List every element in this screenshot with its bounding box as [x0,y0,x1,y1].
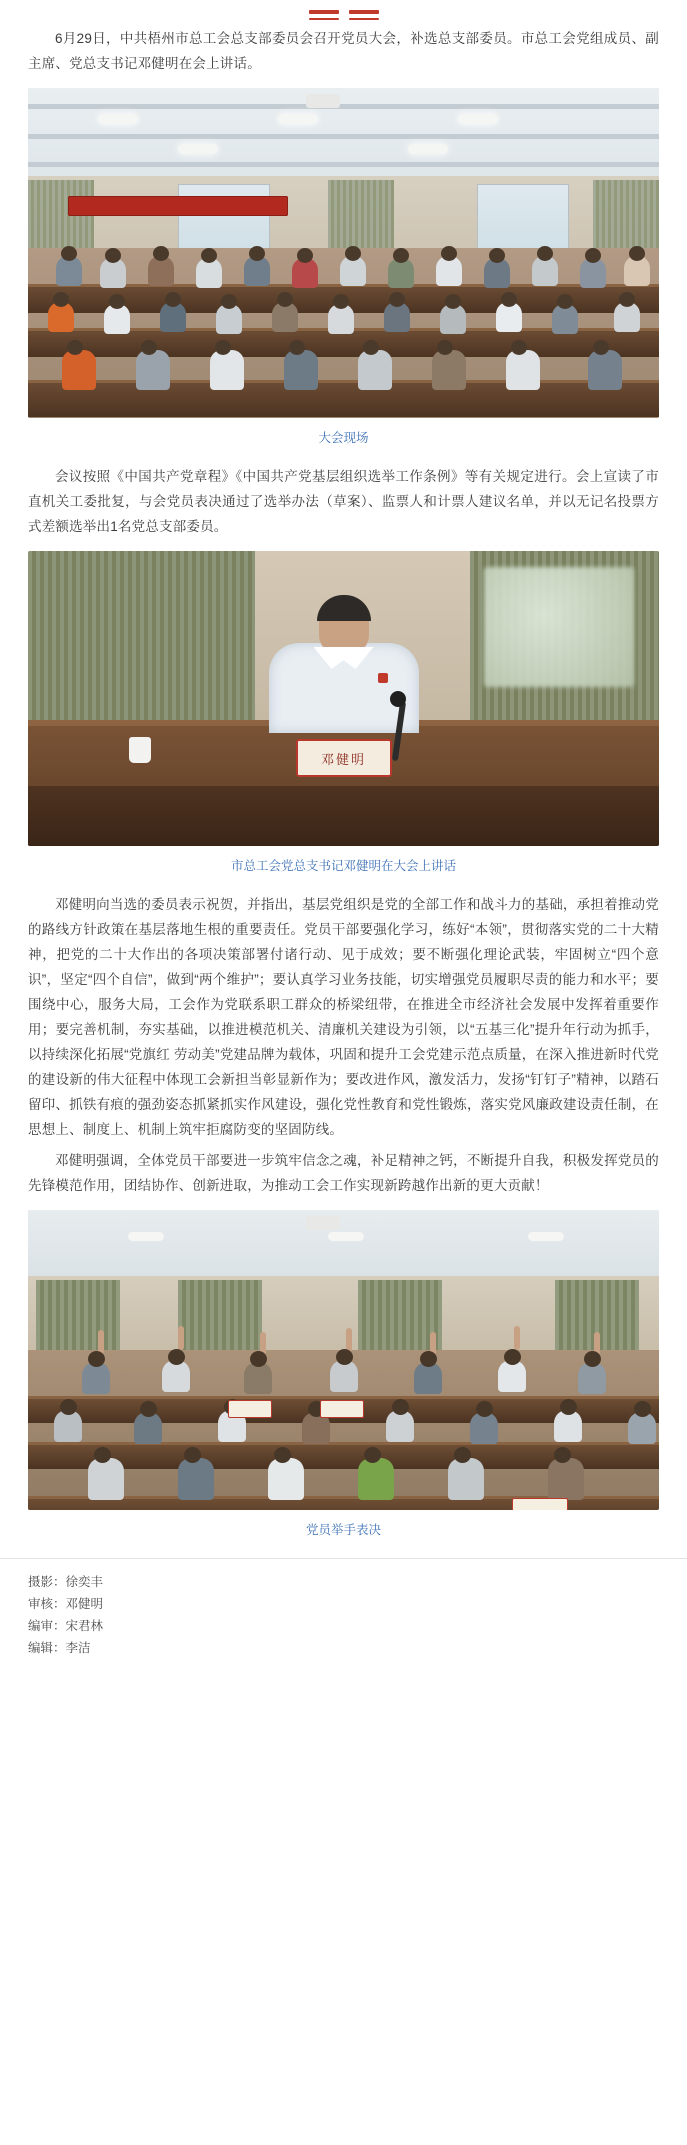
ceiling-light [328,1232,364,1241]
attendee [384,302,410,332]
attendee [552,304,578,334]
photo-speaker [28,551,659,846]
paragraph-4: 邓健明强调，全体党员干部要进一步筑牢信念之魂，补足精神之钙，不断提升自我，积极发挥党员的先锋模范作用，团结协作、创新进取，为推动工会工作实现新跨越作出新的更大贡献！ [28,1153,659,1193]
attendee [48,302,74,332]
raised-arm [178,1326,184,1350]
figure-speaker [28,551,659,876]
article-body [0,26,687,1540]
attendee [88,1458,124,1500]
microphone-head [390,691,406,707]
curtain [593,180,659,254]
attendee [104,304,130,334]
window [477,184,569,252]
attendee [506,350,540,390]
credit-photographer: 摄影：徐奕丰 [28,1575,104,1589]
attendee [588,350,622,390]
meeting-banner [68,196,288,216]
attendee [134,1412,162,1444]
wall-panel [36,1280,120,1350]
attendee [628,1412,656,1444]
photo-meeting-hall [28,88,659,418]
ceiling [28,1210,659,1280]
paragraph-1: 6月29日，中共梧州市总工会总支部委员会召开党员大会，补选总支部委员。市总工会党组成员、副主席、党总支书记邓健明在会上讲话。 [28,31,659,71]
ceiling-beam [28,104,659,109]
attendee [532,256,558,286]
attendee [284,350,318,390]
attendee [484,258,510,288]
attendee [62,350,96,390]
attendee [358,350,392,390]
attendee [388,258,414,288]
attendee [624,256,650,286]
attendee [292,258,318,288]
attendee [580,258,606,288]
deco-bar [349,10,379,14]
projector [306,94,340,108]
attendee [82,1362,110,1394]
attendee [496,302,522,332]
attendee [244,256,270,286]
photo-voting [28,1210,659,1510]
caption-meeting-hall: 大会现场 [318,431,369,445]
desk-nameplate [320,1400,364,1418]
ceiling-light [128,1232,164,1241]
water-cup [129,737,151,763]
figure-meeting-hall [28,88,659,448]
credit-editor: 编辑：李洁 [28,1641,91,1655]
attendee [244,1362,272,1394]
wall-panel-left [28,551,255,726]
curtain [28,180,94,254]
deco-bar [349,18,379,20]
paragraph-3: 邓健明向当选的委员表示祝贺，并指出，基层党组织是党的全部工作和战斗力的基础，承担着推动党的路线方针政策在基层落地生根的重要责任。党员干部要强化学习，练好“本领”，贯彻落实党的二十大精神，把党的二十大作出的各项决策部署付诸行动、见于成效；要不断强化理论武装，牢固树立“四个意识”，坚定“四个自信”，做到“两个维护”；要认真学习业务技能，切实增强党员履职尽责的能力和水平；要围绕中心，服务大局，工会作为党联系职工群众的桥梁纽带，在推进全市经济社会发展中发挥着重要作用；要完善机制，夯实基础，以推进模范机关、清廉机关建设为引领，以“五基三化”提升年行动为抓手，以持续深化拓展“党旗红 劳动美”党建品牌为载体，巩固和提升工会党建示范点质量，在深入推进新时代党的建设新的伟大征程中体现工会新担当彰显新作为；要改进作风，激发活力，发扬“钉钉子”精神，以踏石留印、抓铁有痕的强劲姿态抓紧抓实作风建设，强化党性教育和党性锻炼，落实党风廉政建设责任制，在思想上、制度上、机制上筑牢拒腐防变的坚固防线。 [28,897,659,1137]
nameplate: 邓健明 [296,739,392,777]
attendee [440,304,466,334]
window [178,184,270,252]
projector [306,1216,340,1230]
attendee [414,1362,442,1394]
attendee [432,350,466,390]
deco-left-bars [309,10,339,20]
deco-bar [309,10,339,14]
attendee [554,1410,582,1442]
caption-speaker: 市总工会党总支书记邓健明在大会上讲话 [230,859,456,873]
attendee [272,302,298,332]
credit-reviewer: 审核：邓健明 [28,1597,104,1611]
ceiling-beam [28,134,659,139]
ceiling-light [528,1232,564,1241]
attendee [56,256,82,286]
attendee [178,1458,214,1500]
attendee [216,304,242,334]
attendee [148,256,174,286]
top-decoration [0,0,687,26]
attendee [436,256,462,286]
attendee [386,1410,414,1442]
attendee [328,304,354,334]
table-front [28,786,659,846]
attendee [268,1458,304,1500]
attendee [548,1458,584,1500]
desk-nameplate [228,1400,272,1418]
wall-panel [178,1280,262,1350]
attendee [196,258,222,288]
ceiling-beam [28,162,659,167]
ceiling-light [458,114,498,124]
attendee [162,1360,190,1392]
background-blur [484,567,634,687]
ceiling-light [278,114,318,124]
deco-right-bars [349,10,379,20]
deco-bar [309,18,339,20]
curtain [328,180,394,254]
attendee [160,302,186,332]
attendee [210,350,244,390]
party-badge [378,673,388,683]
caption-voting: 党员举手表决 [305,1523,381,1537]
attendee [136,350,170,390]
attendee [448,1458,484,1500]
attendee [470,1412,498,1444]
credits-block [0,1558,687,1677]
raised-arm [514,1326,520,1350]
desk-nameplate [512,1498,568,1510]
desk-row [28,380,659,417]
attendee [358,1458,394,1500]
ceiling-light [178,144,218,154]
ceiling-light [408,144,448,154]
figure-voting [28,1210,659,1540]
ceiling-light [98,114,138,124]
credit-editor-in-chief: 编审：宋君林 [28,1619,104,1633]
paragraph-2: 会议按照《中国共产党章程》《中国共产党基层组织选举工作条例》等有关规定进行。会上宣读了市直机关工委批复，与会党员表决通过了选举办法（草案）、监票人和计票人建议名单，并以无记名投票方式差额选举出1名党总支部委员。 [28,469,659,534]
attendee [100,258,126,288]
attendee [498,1360,526,1392]
attendee [578,1362,606,1394]
attendee [340,256,366,286]
attendee [330,1360,358,1392]
attendee [54,1410,82,1442]
attendee [614,302,640,332]
